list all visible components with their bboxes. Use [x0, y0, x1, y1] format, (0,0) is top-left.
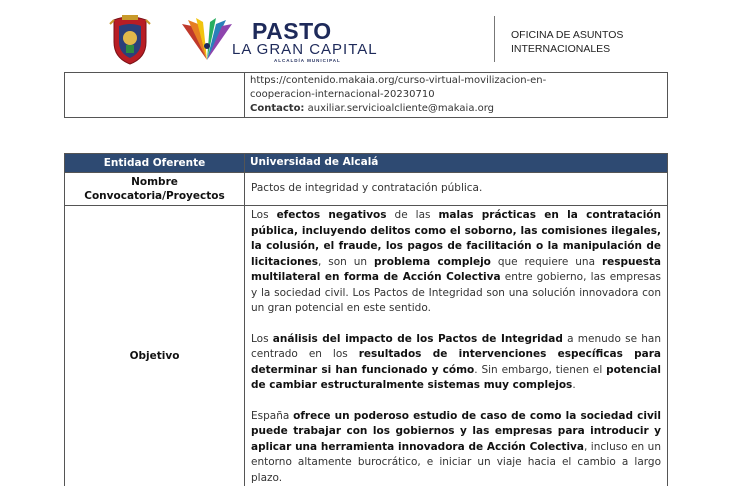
url-line-2[interactable]: cooperacion-internacional-20230710	[250, 89, 435, 100]
name-label	[65, 173, 245, 206]
contact-label: Contacto:	[250, 103, 305, 114]
call-table	[64, 153, 668, 486]
brand-wordmark	[232, 20, 378, 64]
links-cell	[245, 73, 668, 118]
empty-cell	[65, 73, 245, 118]
name-label-line-1: Nombre	[131, 176, 178, 188]
entity-value: Universidad de Alcalá	[245, 154, 668, 173]
table-row	[65, 206, 668, 486]
objective-paragraph-3: España ofrece un poderoso estudio de caso de como la sociedad civil puede trabajar con los gobiernos y las empresas para introducir y aplicar una herramienta innovadora de Acción Colectiva, incluso en un entorno altamente burocrático, e iniciar un viaje hacia el cambio a largo plazo.	[251, 409, 661, 484]
office-line-1: OFICINA DE ASUNTOS	[511, 29, 624, 41]
office-name	[511, 28, 623, 56]
table-header-row	[65, 154, 668, 173]
previous-table	[64, 72, 668, 118]
brand-title: PASTO	[252, 18, 332, 44]
office-line-2: INTERNACIONALES	[511, 43, 611, 55]
document-header	[0, 0, 741, 72]
contact-line	[250, 102, 662, 116]
name-label-line-2: Convocatoria/Proyectos	[84, 190, 225, 202]
entity-label: Entidad Oferente	[65, 154, 245, 173]
coat-of-arms-logo	[108, 14, 152, 66]
brand-tagline: ALCALDÍA MUNICIPAL	[274, 58, 341, 63]
name-value: Pactos de integridad y contratación pública.	[245, 173, 668, 206]
brand-subtitle: LA GRAN CAPITAL	[232, 41, 378, 58]
header-divider	[494, 16, 495, 62]
objective-paragraph-1: Los efectos negativos de las malas prácticas en la contratación pública, incluyendo delitos como el soborno, las comisiones ilegales, la colusión, el fraude, los pagos de facilitación o la manipulación de licitaciones, son un problema complejo que requiere una respuesta multilateral en forma de Acción Colectiva entre gobierno, las empresas y la sociedad civil. Los Pactos de Integridad son una solución innovadora con un gran potencial en este sentido.	[251, 209, 661, 314]
table-row	[65, 173, 668, 206]
contact-email[interactable]: auxiliar.servicioalcliente@makaia.org	[304, 103, 495, 114]
objective-label: Objetivo	[65, 206, 245, 486]
table-row	[65, 73, 668, 118]
objective-paragraph-2: Los análisis del impacto de los Pactos de Integridad a menudo se han centrado en los resultados de intervenciones específicas para determinar si han funcionado y cómo. Sin embargo, tienen el potencial de cambiar estructuralmente sistemas muy complejos.	[251, 332, 662, 391]
objective-text	[245, 206, 668, 486]
url-line-1[interactable]: https://contenido.makaia.org/curso-virtual-movilizacion-en-	[250, 75, 547, 86]
